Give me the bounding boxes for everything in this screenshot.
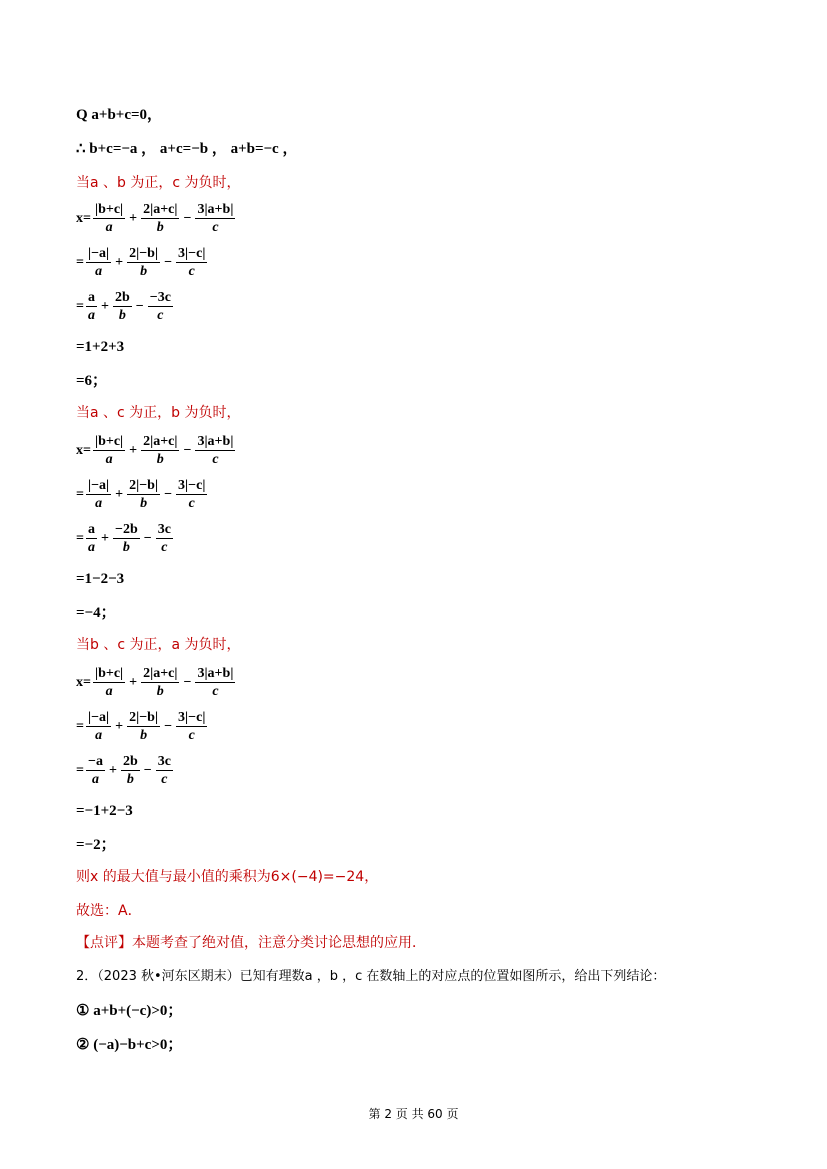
operator: +: [129, 210, 138, 226]
fraction: [195, 202, 235, 235]
denominator: c: [157, 308, 164, 323]
lhs: =: [76, 718, 84, 734]
case3-row3: [76, 754, 175, 787]
fraction: [127, 710, 160, 743]
case1-row2: [76, 246, 209, 279]
conclusion-line: 则x 的最大值与最小值的乘积为6×(−4)=−24，: [76, 869, 379, 885]
fraction: [86, 246, 111, 279]
fraction: [93, 202, 125, 235]
numerator: −3c: [149, 290, 171, 305]
denominator: c: [161, 772, 168, 787]
denominator: a: [91, 772, 99, 787]
operator: +: [108, 762, 117, 778]
numerator: 3|−c|: [178, 246, 206, 261]
option-2: ② (−a)−b+c>0；: [76, 1037, 183, 1053]
numerator: |−a|: [87, 710, 110, 725]
lhs: x=: [76, 210, 91, 226]
denominator: a: [87, 308, 95, 323]
numerator: −a: [87, 754, 103, 769]
case3-row4: =−1+2−3: [76, 803, 133, 819]
operator: −: [164, 254, 173, 270]
case3-row1: [76, 666, 237, 699]
numerator: −2b: [114, 522, 138, 537]
operator: +: [100, 298, 109, 314]
case2-row1: [76, 434, 237, 467]
fraction: [195, 666, 235, 699]
numerator: |b+c|: [94, 434, 124, 449]
fraction: [113, 290, 132, 323]
fraction: [127, 246, 160, 279]
case1-row5: =6；: [76, 373, 108, 389]
case3-row2: [76, 710, 209, 743]
numerator: 2b: [122, 754, 138, 769]
denominator: c: [188, 728, 195, 743]
operator: +: [100, 530, 109, 546]
case1-row3: [76, 290, 175, 323]
fraction: [86, 478, 111, 511]
numerator: 2|a+c|: [143, 666, 178, 681]
denominator: b: [118, 308, 126, 323]
numerator: a: [87, 290, 95, 305]
case2-row2: [76, 478, 209, 511]
operator: −: [164, 486, 173, 502]
denominator: b: [156, 220, 164, 235]
denominator: c: [161, 540, 168, 555]
case1-heading: 当a 、b 为正，c 为负时，: [76, 175, 241, 191]
case2-row3: [76, 522, 175, 555]
fraction: [176, 478, 207, 511]
operator: +: [115, 254, 124, 270]
operator: −: [143, 530, 152, 546]
denominator: c: [212, 452, 219, 467]
numerator: a: [87, 522, 95, 537]
operator: +: [129, 442, 138, 458]
numerator: 3|−c|: [178, 478, 206, 493]
fraction: [113, 522, 140, 555]
denominator: b: [156, 452, 164, 467]
fraction: [141, 434, 179, 467]
derived-equations: ∴ b+c=−a ， a+c=−b ， a+b=−c ，: [76, 141, 298, 157]
fraction: [156, 754, 173, 787]
answer-line: 故选：A．: [76, 903, 142, 919]
numerator: |b+c|: [94, 666, 124, 681]
numerator: |−a|: [87, 478, 110, 493]
operator: +: [115, 718, 124, 734]
lhs: =: [76, 254, 84, 270]
fraction: [156, 522, 173, 555]
case3-heading: 当b 、c 为正，a 为负时，: [76, 637, 241, 653]
question-2: 2．（2023 秋•河东区期末）已知有理数a ，b ，c 在数轴上的对应点的位置如图所示，给出下列结论：: [76, 969, 666, 984]
numerator: 2b: [114, 290, 130, 305]
fraction: [86, 754, 105, 787]
numerator: 3|a+b|: [197, 666, 234, 681]
denominator: c: [188, 496, 195, 511]
denominator: a: [95, 496, 103, 511]
fraction: [93, 666, 125, 699]
numerator: 2|−b|: [129, 478, 159, 493]
numerator: 3c: [157, 522, 171, 537]
case2-heading: 当a 、c 为正，b 为负时，: [76, 405, 241, 421]
case2-row4: =1−2−3: [76, 571, 125, 587]
fraction: [86, 710, 111, 743]
page-footer: 第 2 页 共 60 页: [368, 1107, 459, 1121]
fraction: [148, 290, 173, 323]
numerator: 2|−b|: [129, 710, 159, 725]
lhs: =: [76, 298, 84, 314]
fraction: [121, 754, 140, 787]
denominator: b: [126, 772, 134, 787]
lhs: =: [76, 486, 84, 502]
lhs: x=: [76, 442, 91, 458]
given-equation: Q a+b+c=0，: [76, 107, 163, 123]
fraction: [86, 290, 97, 323]
numerator: 3|a+b|: [197, 202, 234, 217]
operator: +: [129, 674, 138, 690]
denominator: a: [105, 452, 113, 467]
numerator: 3c: [157, 754, 171, 769]
comment-line: 【点评】本题考查了绝对值，注意分类讨论思想的应用．: [76, 935, 426, 951]
denominator: a: [105, 684, 113, 699]
fraction: [176, 710, 207, 743]
lhs: =: [76, 762, 84, 778]
case1-row4: =1+2+3: [76, 339, 125, 355]
denominator: a: [95, 264, 103, 279]
lhs: x=: [76, 674, 91, 690]
operator: +: [115, 486, 124, 502]
fraction: [86, 522, 97, 555]
numerator: 3|−c|: [178, 710, 206, 725]
numerator: |−a|: [87, 246, 110, 261]
denominator: a: [87, 540, 95, 555]
operator: −: [183, 674, 192, 690]
fraction: [141, 666, 179, 699]
numerator: 3|a+b|: [197, 434, 234, 449]
operator: −: [135, 298, 144, 314]
numerator: 2|−b|: [129, 246, 159, 261]
denominator: c: [188, 264, 195, 279]
operator: −: [164, 718, 173, 734]
fraction: [127, 478, 160, 511]
operator: −: [143, 762, 152, 778]
option-1: ① a+b+(−c)>0；: [76, 1003, 183, 1019]
denominator: b: [140, 264, 148, 279]
denominator: a: [105, 220, 113, 235]
operator: −: [183, 442, 192, 458]
denominator: a: [95, 728, 103, 743]
case2-row5: =−4；: [76, 605, 116, 621]
case3-row5: =−2；: [76, 837, 116, 853]
lhs: =: [76, 530, 84, 546]
case1-row1: [76, 202, 237, 235]
denominator: b: [140, 496, 148, 511]
denominator: c: [212, 220, 219, 235]
numerator: 2|a+c|: [143, 434, 178, 449]
denominator: c: [212, 684, 219, 699]
denominator: b: [140, 728, 148, 743]
fraction: [176, 246, 207, 279]
numerator: 2|a+c|: [143, 202, 178, 217]
denominator: b: [122, 540, 130, 555]
fraction: [93, 434, 125, 467]
fraction: [141, 202, 179, 235]
numerator: |b+c|: [94, 202, 124, 217]
denominator: b: [156, 684, 164, 699]
operator: −: [183, 210, 192, 226]
fraction: [195, 434, 235, 467]
